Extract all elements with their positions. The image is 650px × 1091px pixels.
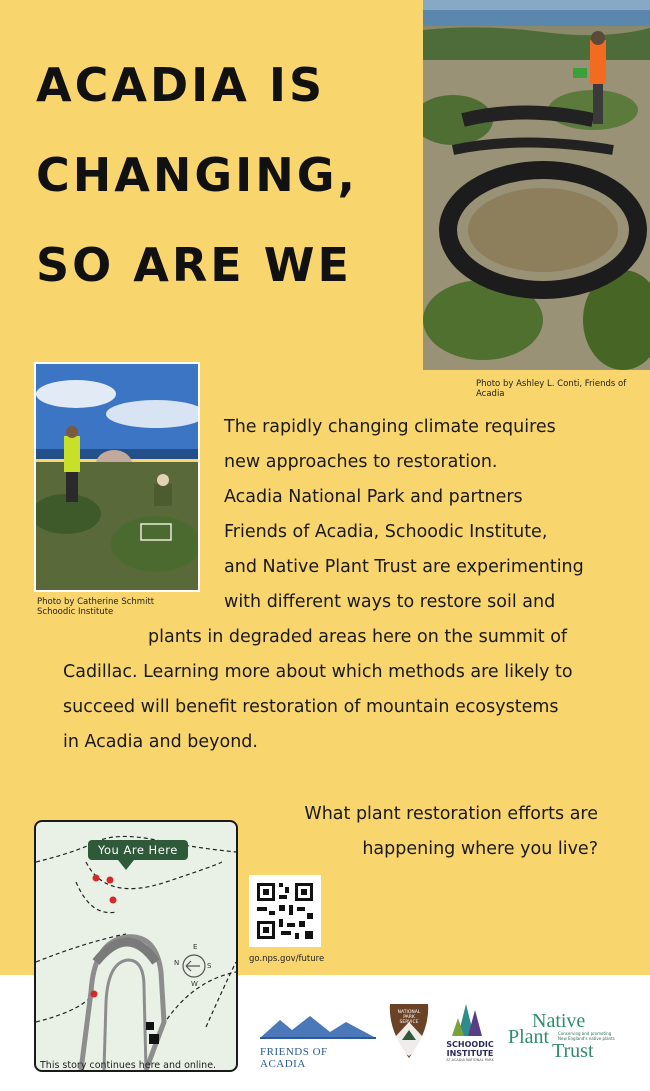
restoration-photo-plots: [34, 362, 200, 592]
story-continues-note: This story continues here and online.: [40, 1060, 217, 1071]
compass-n: N: [174, 959, 180, 967]
schoodic-text-line-2: INSTITUTE: [446, 1049, 494, 1058]
npt-tagline-line-2: New England's native plants: [558, 1036, 615, 1041]
title-line-1: ACADIA IS: [36, 58, 326, 112]
nps-text: [386, 1010, 432, 1025]
title-line-2: CHANGING,: [36, 148, 358, 202]
nps-text-line-1: NATIONAL: [397, 1010, 421, 1015]
mid-photo-credit: [37, 597, 154, 617]
question-line-1: What plant restoration efforts are: [304, 804, 598, 824]
page-title: [36, 40, 416, 310]
compass-e: E: [193, 943, 198, 951]
you-are-here-pointer: [118, 860, 134, 870]
qr-url[interactable]: go.nps.gov/future: [249, 954, 325, 964]
npt-native: Native: [532, 1010, 586, 1032]
nps-arrowhead-logo: [386, 1000, 432, 1062]
npt-tagline: [558, 1031, 615, 1041]
npt-tagline-line-1: Conserving and promoting: [558, 1031, 612, 1036]
schoodic-text-line-1: SCHOODIC: [446, 1040, 494, 1049]
schoodic-text: [440, 1040, 500, 1058]
body-line: The rapidly changing climate requires: [224, 417, 556, 437]
you-are-here-label: You Are Here: [88, 840, 188, 860]
top-photo-credit: Photo by Ashley L. Conti, Friends of Acadia: [476, 379, 627, 399]
native-plant-trust-logo: [508, 1010, 618, 1062]
restoration-photo-summit: [423, 0, 650, 370]
body-line: with different ways to restore soil and: [224, 592, 556, 612]
schoodic-institute-logo: [440, 1004, 500, 1066]
npt-plant: Plant: [508, 1026, 550, 1048]
friends-of-acadia-text: FRIENDS OF ACADIA: [260, 1046, 328, 1070]
question-line-2: happening where you live?: [362, 839, 598, 859]
mid-photo-credit-line-2: Schoodic Institute: [37, 607, 114, 617]
compass-w: W: [191, 980, 198, 988]
friends-of-acadia-mountains-icon: [260, 1012, 376, 1042]
nps-text-line-2: PARK: [403, 1015, 415, 1020]
schoodic-subtext: AT ACADIA NATIONAL PARK: [446, 1058, 494, 1062]
nps-text-line-3: SERVICE: [399, 1020, 419, 1025]
body-line: in Acadia and beyond.: [63, 732, 258, 752]
body-line: succeed will benefit restoration of mountain ecosystems: [63, 697, 559, 717]
qr-code[interactable]: [249, 875, 321, 947]
body-line: and Native Plant Trust are experimenting: [224, 557, 584, 577]
title-line-3: SO ARE WE: [36, 238, 352, 292]
body-line: Cadillac. Learning more about which methods are likely to: [63, 662, 573, 682]
compass-s: S: [207, 962, 212, 970]
mid-photo-credit-line-1: Photo by Catherine Schmitt: [37, 597, 155, 607]
body-line: Friends of Acadia, Schoodic Institute,: [224, 522, 548, 542]
body-line: Acadia National Park and partners: [224, 487, 523, 507]
you-are-here-map: [34, 820, 238, 1072]
npt-trust: Trust: [552, 1040, 594, 1062]
friends-of-acadia-logo: [260, 1012, 376, 1070]
body-line: plants in degraded areas here on the summit of: [148, 627, 568, 647]
schoodic-trees-icon: [450, 1004, 490, 1036]
body-line: new approaches to restoration.: [224, 452, 498, 472]
